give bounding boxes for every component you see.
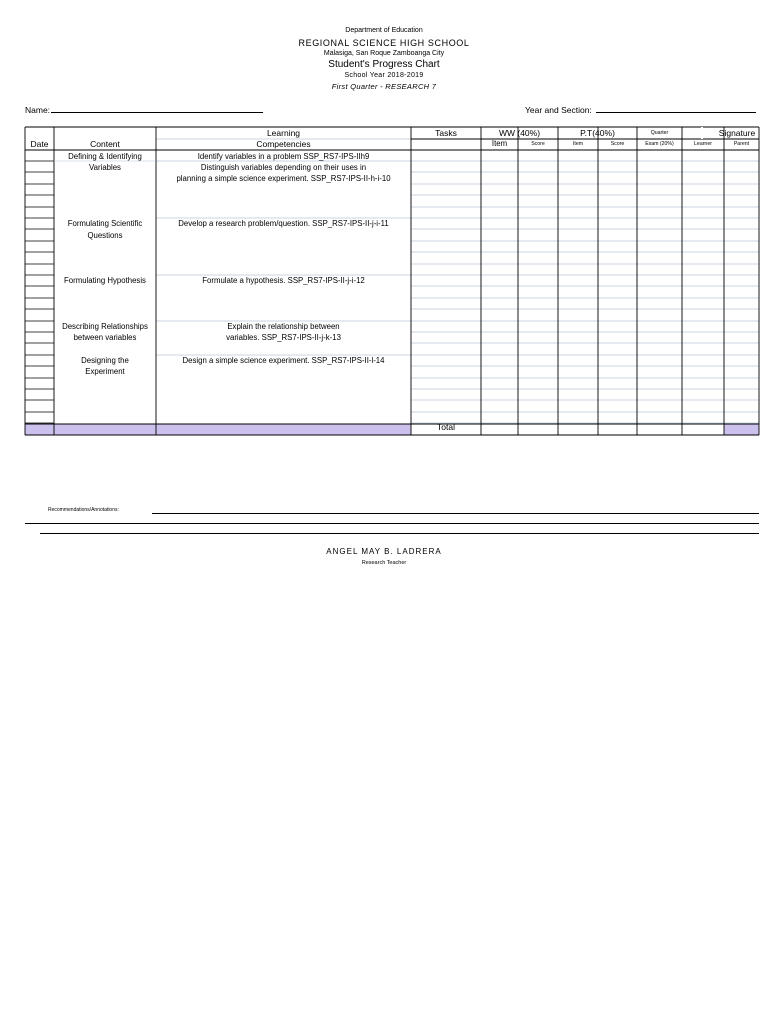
- header-date: Date: [30, 139, 49, 149]
- name-blank-line[interactable]: [51, 104, 263, 113]
- name-field[interactable]: [25, 104, 263, 115]
- competency-6: Design a simple science experiment. SSP_RS7-IPS-II-l-14: [182, 356, 385, 365]
- total-label: Total: [437, 422, 455, 432]
- header-ww: WW (40%): [498, 128, 541, 138]
- content-5-line2: Experiment: [85, 367, 125, 376]
- content-3-line1: Formulating Hypothesis: [64, 276, 146, 285]
- header-pt-item: Item: [572, 141, 584, 147]
- content-4-line1: Describing Relationships: [62, 322, 148, 331]
- school-name: REGIONAL SCIENCE HIGH SCHOOL: [298, 38, 470, 48]
- header-pt: P.T(40%): [580, 128, 615, 138]
- header-parent: Parent: [733, 141, 750, 147]
- signatory-name: ANGEL MAY B. LADRERA: [326, 547, 442, 556]
- quarter-subject: First Quarter - RESEARCH 7: [331, 82, 437, 91]
- name-label: Name:: [25, 105, 51, 115]
- header-learner: Learner: [694, 141, 712, 147]
- document-title: Student's Progress Chart: [328, 59, 440, 70]
- competency-1: Identify variables in a problem SSP_RS7-IPS-IIh9: [197, 152, 370, 161]
- school-address: Malasiga, San Roque Zamboanga City: [323, 50, 445, 57]
- department-name: Department of Education: [345, 27, 423, 34]
- content-2-line2: Questions: [87, 231, 123, 240]
- header-signature: Signature: [718, 128, 756, 138]
- content-4-line2: between variables: [73, 333, 137, 342]
- competency-5-line2: variables. SSP_RS7-IPS-II-j-k-13: [226, 333, 341, 342]
- total-fill-date: [25, 424, 54, 435]
- header-content: Content: [90, 139, 120, 149]
- signatory-position: Research Teacher: [361, 560, 407, 566]
- content-1-line1: Defining & Identifying: [68, 152, 142, 161]
- competency-2-line2: planning a simple science experiment. SSP_RS7-IPS-II-h-i-10: [176, 174, 391, 183]
- competency-4: Formulate a hypothesis. SSP_RS7-IPS-II-j-i-12: [202, 276, 365, 285]
- recommendations-line-2[interactable]: [25, 523, 759, 524]
- header-tasks: Tasks: [435, 128, 457, 138]
- header-learning: Learning: [266, 128, 301, 138]
- content-1-line2: Variables: [89, 163, 121, 172]
- year-section-blank-line[interactable]: [596, 104, 756, 113]
- school-year: School Year 2018-2019: [344, 72, 424, 79]
- recommendations-label: Recommendations/Annotations:: [48, 507, 119, 513]
- total-fill-parent: [724, 424, 759, 435]
- recommendations-line-1[interactable]: [152, 513, 759, 514]
- recommendations-line-3[interactable]: [40, 533, 759, 534]
- year-section-label: Year and Section:: [525, 105, 592, 115]
- header-exam: Exam (20%): [645, 141, 674, 147]
- competency-5-line1: Explain the relationship between: [227, 322, 340, 331]
- total-fill-content: [54, 424, 411, 435]
- header-ww-item: Item: [491, 139, 508, 148]
- header-competencies: Competencies: [256, 139, 311, 149]
- content-5-line1: Designing the: [81, 356, 129, 365]
- competency-2-line1: Distinguish variables depending on their uses in: [200, 163, 367, 172]
- header-pt-score: Score: [610, 141, 625, 147]
- content-2-line1: Formulating Scientific: [67, 219, 143, 228]
- header-ww-score: Score: [531, 141, 545, 147]
- year-section-field[interactable]: [525, 104, 756, 115]
- header-quarter: Quarter: [650, 130, 669, 136]
- competency-3: Develop a research problem/question. SSP_RS7-IPS-II-j-i-11: [178, 219, 389, 228]
